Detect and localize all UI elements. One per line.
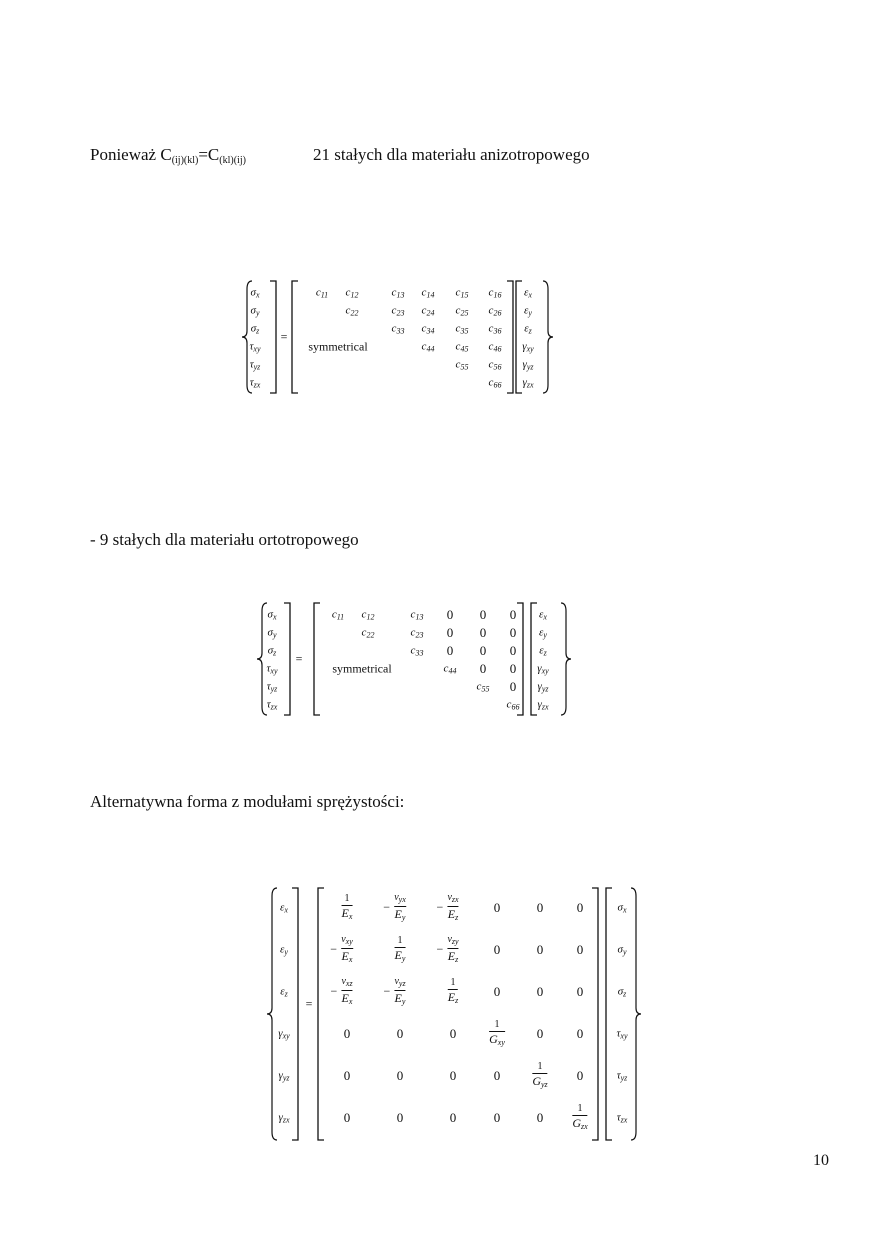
stress-component: τyz — [249, 358, 261, 372]
anisotropic-statement: 21 stałych dla materiału anizotropowego — [313, 145, 590, 164]
page-number: 10 — [813, 1152, 829, 1169]
stress-component: σz — [267, 644, 277, 658]
stiffness-coefficient: c11 — [315, 286, 329, 300]
stress-component: σx — [250, 286, 260, 300]
strain-component: γzx — [278, 1111, 290, 1125]
matrix-zero: 0 — [576, 1026, 584, 1041]
strain-component: γyz — [278, 1069, 290, 1083]
stiffness-coefficient: c56 — [488, 358, 502, 372]
matrix-zero: 0 — [509, 661, 517, 676]
matrix-zero: 0 — [493, 1068, 501, 1083]
strain-component: γxy — [278, 1027, 290, 1041]
stiffness-coefficient: c25 — [455, 304, 469, 318]
stiffness-coefficient: c44 — [443, 662, 457, 676]
stress-component: τyz — [266, 680, 278, 694]
matrix-zero: 0 — [576, 942, 584, 957]
strain-right-bracket — [292, 888, 298, 1140]
stiffness-coefficient: c15 — [455, 286, 469, 300]
matrix-zero: 0 — [493, 984, 501, 999]
strain-component: γyz — [537, 680, 549, 694]
stiffness-coefficient: c11 — [331, 608, 345, 622]
stress-component: τyz — [616, 1069, 628, 1083]
orthotropic-statement: - 9 stałych dla materiału ortotropowego — [90, 530, 359, 549]
compliance-term: − $\nu_{zy}$ Ez — [436, 934, 459, 964]
stiffness-coefficient: c34 — [421, 322, 435, 336]
matrix-zero: 0 — [343, 1068, 351, 1083]
matrix-right-bracket — [592, 888, 598, 1140]
alternative-form-statement: Alternatywna forma z modułami sprężystości: — [90, 792, 405, 811]
stress-component: τxy — [616, 1027, 628, 1041]
compliance-term: 1 Gyz — [532, 1061, 548, 1089]
compliance-term: 1 Ex — [341, 893, 353, 921]
stress-component: σy — [617, 943, 627, 957]
matrix-zero: 0 — [493, 900, 501, 915]
matrix-zero: 0 — [396, 1068, 404, 1083]
strain-component: εy — [280, 943, 288, 957]
stress-component: τzx — [616, 1111, 628, 1125]
stiffness-coefficient: c66 — [506, 698, 520, 712]
strain-component: εz — [280, 985, 288, 999]
stiffness-coefficient: c33 — [391, 322, 405, 336]
matrix-zero: 0 — [479, 643, 487, 658]
stiffness-coefficient: c44 — [421, 340, 435, 354]
header-eq: =C — [198, 145, 220, 164]
matrix-zero: 0 — [396, 1026, 404, 1041]
stiffness-coefficient: c55 — [476, 680, 490, 694]
matrix-zero: 0 — [449, 1110, 457, 1125]
compliance-term: 1 Ez — [447, 977, 459, 1005]
matrix-zero: 0 — [396, 1110, 404, 1125]
matrix-zero: 0 — [479, 625, 487, 640]
matrix-zero: 0 — [536, 1110, 544, 1125]
matrix-zero: 0 — [493, 1110, 501, 1125]
matrix-zero: 0 — [449, 1068, 457, 1083]
strain-component: γxy — [522, 340, 534, 354]
compliance-term: − $\nu_{zx}$ Ez — [436, 892, 459, 922]
matrix-zero: 0 — [446, 607, 454, 622]
stress-component: τzx — [249, 376, 261, 390]
stiffness-coefficient: c12 — [361, 608, 375, 622]
matrix-zero: 0 — [343, 1110, 351, 1125]
matrix-zero: 0 — [509, 607, 517, 622]
strain-component: εz — [539, 644, 547, 658]
stiffness-coefficient: c46 — [488, 340, 502, 354]
symmetrical-label: symmetrical — [308, 339, 368, 354]
stiffness-coefficient: c16 — [488, 286, 502, 300]
stress-component: σy — [267, 626, 277, 640]
stiffness-coefficient: c22 — [345, 304, 359, 318]
stiffness-coefficient: c36 — [488, 322, 502, 336]
matrix-zero: 0 — [449, 1026, 457, 1041]
stiffness-coefficient: c14 — [421, 286, 435, 300]
strain-component: γxy — [537, 662, 549, 676]
stiffness-coefficient: c35 — [455, 322, 469, 336]
stiffness-coefficient: c26 — [488, 304, 502, 318]
matrix-zero: 0 — [536, 942, 544, 957]
stiffness-coefficient: c12 — [345, 286, 359, 300]
stress-component: σx — [267, 608, 277, 622]
stiffness-coefficient: c23 — [410, 626, 424, 640]
strain-component: εy — [524, 304, 532, 318]
compliance-term: 1 Gxy — [489, 1019, 505, 1047]
stiffness-coefficient: c33 — [410, 644, 424, 658]
matrix-zero: 0 — [343, 1026, 351, 1041]
strain-component: εy — [539, 626, 547, 640]
strain-component: εz — [524, 322, 532, 336]
matrix-zero: 0 — [576, 1068, 584, 1083]
strain-component: γzx — [537, 698, 549, 712]
stress-component: σz — [250, 322, 260, 336]
stress-component: σy — [250, 304, 260, 318]
stiffness-coefficient: c45 — [455, 340, 469, 354]
matrix-zero: 0 — [536, 900, 544, 915]
compliance-term: − $\nu_{yz}$ Ey — [383, 976, 406, 1006]
compliance-term: − $\nu_{yx}$ Ey — [383, 892, 406, 922]
symmetrical-label: symmetrical — [332, 661, 392, 676]
compliance-term: − $\nu_{xy}$ Ex — [330, 934, 353, 964]
stiffness-coefficient: c13 — [391, 286, 405, 300]
stiffness-coefficient: c23 — [391, 304, 405, 318]
strain-left-brace — [267, 888, 277, 1140]
compliance-term: − $\nu_{xz}$ Ex — [330, 976, 353, 1006]
stress-left-bracket — [606, 888, 612, 1140]
strain-component: εx — [524, 286, 532, 300]
matrix-zero: 0 — [536, 1026, 544, 1041]
strain-component: εx — [280, 901, 288, 915]
matrix-zero: 0 — [479, 661, 487, 676]
matrix-zero: 0 — [446, 643, 454, 658]
stiffness-coefficient: c55 — [455, 358, 469, 372]
matrix-zero: 0 — [509, 679, 517, 694]
compliance-term: 1 Ey — [394, 935, 406, 963]
matrix-zero: 0 — [493, 942, 501, 957]
stress-right-brace — [631, 888, 641, 1140]
stress-component: σz — [617, 985, 627, 999]
stress-component: σx — [617, 901, 627, 915]
strain-component: γzx — [522, 376, 534, 390]
matrix-zero: 0 — [576, 900, 584, 915]
stress-component: τxy — [249, 340, 261, 354]
matrix-zero: 0 — [509, 643, 517, 658]
stiffness-coefficient: c22 — [361, 626, 375, 640]
header-sub-1: (ij)(kl) — [171, 155, 199, 166]
matrix-zero: 0 — [509, 625, 517, 640]
matrix-zero: 0 — [576, 984, 584, 999]
strain-component: εx — [539, 608, 547, 622]
stiffness-coefficient: c13 — [410, 608, 424, 622]
stiffness-coefficient: c24 — [421, 304, 435, 318]
equals-sign: = — [280, 329, 288, 344]
header-sub-2: (kl)(ij) — [219, 155, 246, 166]
stress-component: τzx — [266, 698, 278, 712]
matrix-zero: 0 — [479, 607, 487, 622]
compliance-term: 1 Gzx — [572, 1103, 588, 1131]
equals-sign: = — [295, 651, 303, 666]
matrix-zero: 0 — [536, 984, 544, 999]
matrix-left-bracket — [318, 888, 324, 1140]
header-prefix: Ponieważ C — [90, 145, 172, 164]
stiffness-coefficient: c66 — [488, 376, 502, 390]
matrix-zero: 0 — [446, 625, 454, 640]
strain-component: γyz — [522, 358, 534, 372]
stress-component: τxy — [266, 662, 278, 676]
equals-sign: = — [305, 996, 313, 1011]
